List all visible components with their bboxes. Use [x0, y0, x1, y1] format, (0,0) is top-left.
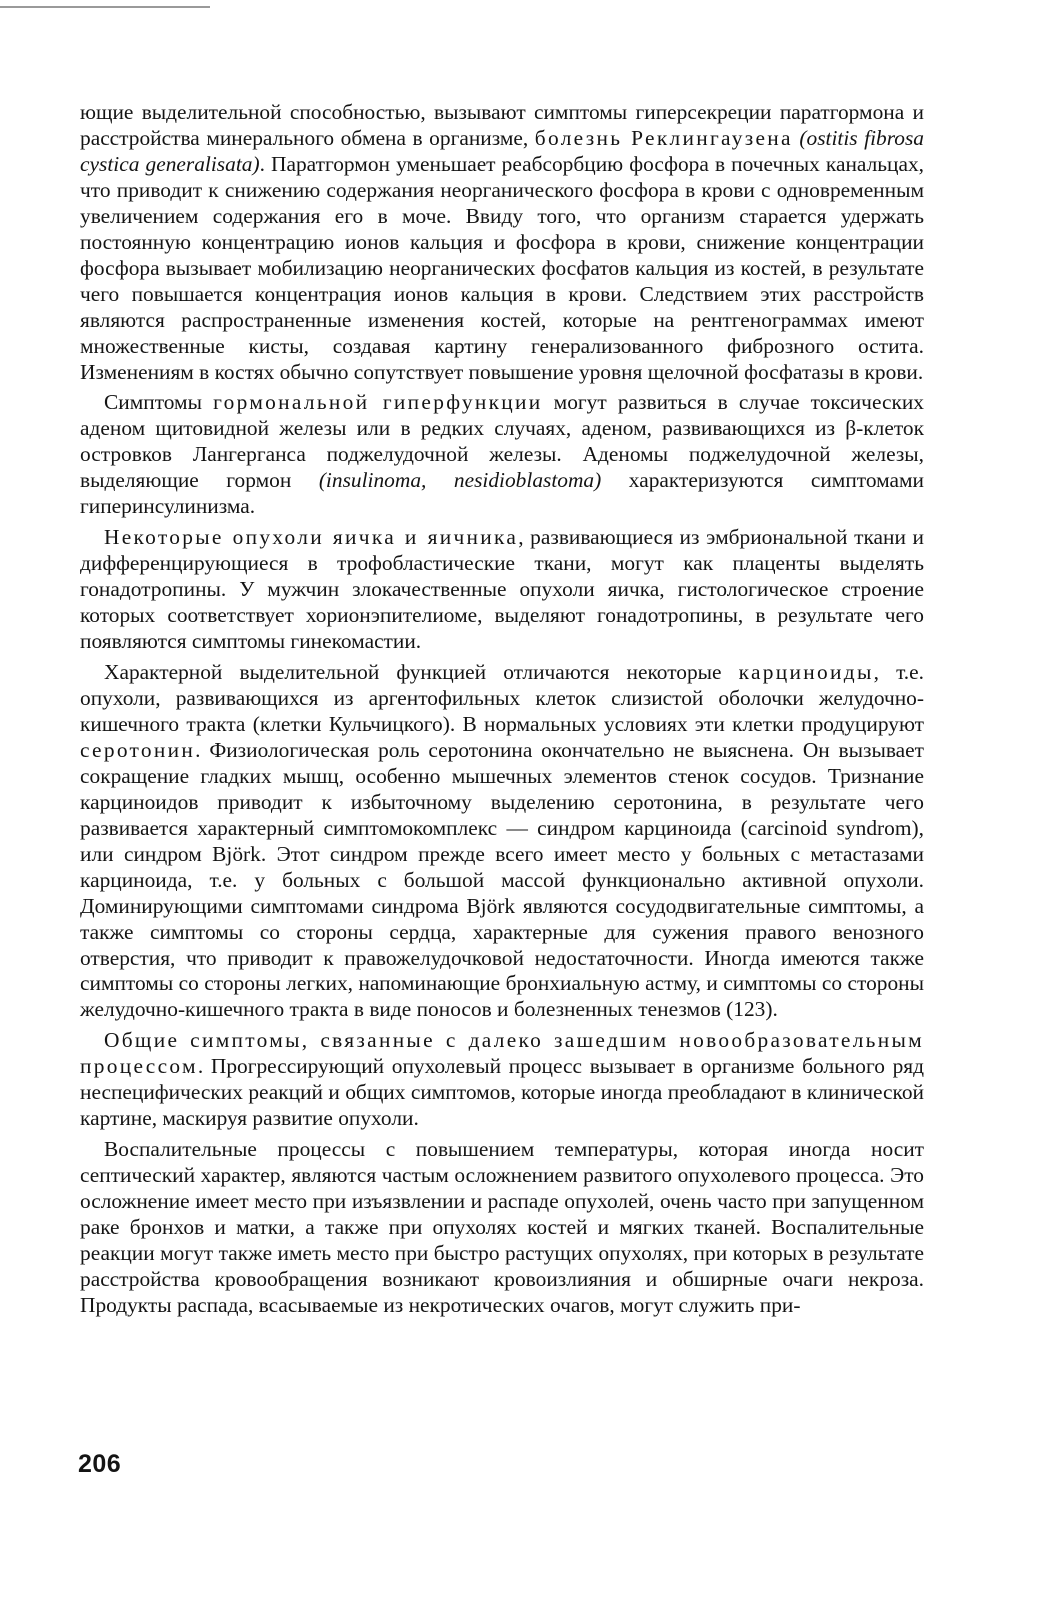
paragraph	[80, 100, 924, 385]
text-run: . Паратгормон уменьшает реабсорбцию фосфора в почечных канальцах, что приводит к снижению содержания неорганического фосфора в крови с одновременным увеличением содержания его в моче. Ввиду того, что организм старается удержать постоянную концентрацию ионов кальция и фосфора в крови, снижение концентрации фосфора вызывает мобилизацию неорганических фосфатов кальция из костей, в результате чего повышается концентрация ионов кальция в крови. Следствием этих расстройств являются распространенные изменения костей, которые на рентгенограммах имеют множественные кисты, создавая картину генерализованного фиброзного остита. Изменениям в костях обычно сопутствует повышение уровня щелочной фосфатазы в крови.	[80, 151, 924, 384]
spaced-term: серотонин	[80, 737, 196, 762]
text-run: , т.е. опухоли, развивающихся из аргентофильных клеток слизистой оболочки желудочно-кишечного тракта (клетки Кульчицкого). В нормальных условиях эти клетки продуцируют	[80, 660, 924, 736]
text-run: ющие выделительной способностью, вызывают симптомы гиперсекреции паратгормона и расстройства минерального обмена в организме,	[80, 100, 924, 150]
paragraph	[80, 1028, 924, 1132]
latin-term: (ostitis fibrosa cystica generalisata)	[80, 125, 924, 176]
spaced-term: Общие симптомы, связанные с далеко зашедшим новообразовательным процессом	[80, 1028, 924, 1079]
paragraph	[80, 1137, 924, 1319]
text-run: Симптомы	[104, 390, 214, 415]
spaced-term: Некоторые опухоли яичка и яичника	[104, 525, 519, 550]
text-run: , развивающиеся из эмбриональной ткани и дифференцирующиеся в трофобластические ткани, могут как плаценты выделять гонадотропины. У мужчин злокачественные опухоли яичка, гистологическое строение которых соответствует хорионэпителиоме, выделяют гонадотропины, в результате чего появляются симптомы гинекомастии.	[80, 525, 924, 654]
paragraph	[80, 390, 924, 520]
spaced-term: гормональной гиперфункции	[213, 390, 543, 415]
top-rule	[0, 6, 210, 8]
text-run: Воспалительные процессы с повышением температуры, которая иногда носит септический характер, являются частым осложнением развитого опухолевого процесса. Это осложнение имеет место при изъязвлении и распаде опухолей, очень часто при запущенном раке бронхов и матки, а также при опухолях костей и мягких тканей. Воспалительные реакции могут также иметь место при быстро растущих опухолях, при которых в результате расстройства кровообращения возникают кровоизлияния и обширные очаги некроза. Продукты распада, всасываемые из некротических очагов, могут служить при-	[80, 1137, 924, 1317]
text-run: характеризуются симптомами гиперинсулинизма.	[80, 468, 924, 519]
page-body	[80, 100, 924, 1319]
text-run: могут развиться в случае токсических аденом щитовидной железы или в редких случаях, аденом, развивающихся из β-клеток островков Лангерганса поджелудочной железы. Аденомы поджелудочной железы, выделяющие гормон	[80, 390, 924, 493]
text-run: . Физиологическая роль серотонина окончательно не выяснена. Он вызывает сокращение гладких мышц, особенно мышечных элементов стенок сосудов. Тризнание карциноидов приводит к избыточному выделению серотонина, в результате чего развивается характерный симптомокомплекс — синдром карциноида (carcinoid syndrom), или синдром Björk. Этот синдром прежде всего имеет место у больных с метастазами карциноида, т.е. у больных с большой массой функционально активной опухоли. Доминирующими симптомами синдрома Björk являются сосудодвигательные симптомы, а также симптомы со стороны сердца, характерные для сужения правого венозного отверстия, что приводит к правожелудочковой недостаточности. Иногда имеются также симптомы со стороны легких, напоминающие бронхиальную астму, и симптомы со стороны желудочно-кишечного тракта в виде поносов и болезненных тенезмов (123).	[80, 737, 924, 1022]
page-number: 206	[78, 1450, 122, 1478]
spaced-term: болезнь Реклингаузена	[534, 125, 793, 150]
text-run: . Прогрессирующий опухолевый процесс вызывает в организме больного ряд неспецифических реакций и общих симптомов, которые иногда преобладают в клинической картине, маскируя развитие опухоли.	[80, 1054, 924, 1131]
spaced-term: карциноиды	[738, 660, 874, 685]
paragraph	[80, 525, 924, 655]
paragraph	[80, 660, 924, 1023]
latin-term: (insulinoma, nesidioblastoma)	[318, 468, 602, 493]
text-run: Характерной выделительной функцией отличаются некоторые	[104, 660, 739, 685]
